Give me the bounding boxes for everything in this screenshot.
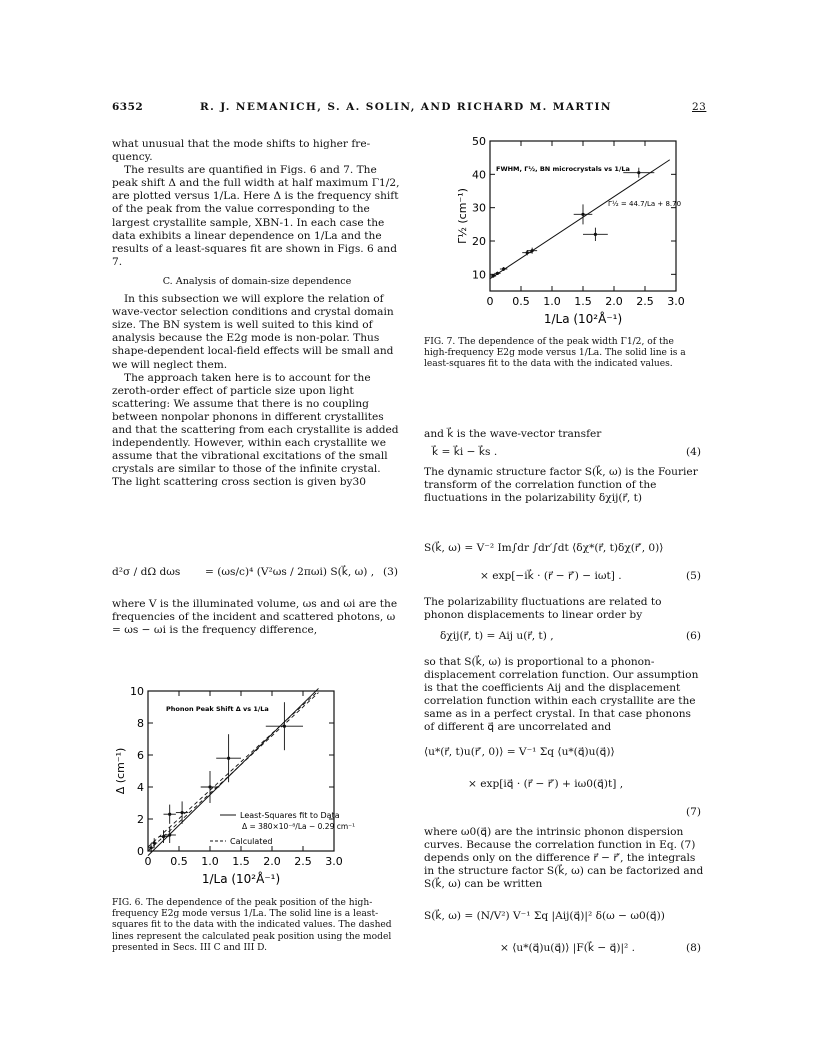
- legend-label: Calculated: [230, 837, 273, 846]
- figure-6-chart: [112, 683, 364, 895]
- data-point: [594, 233, 597, 236]
- data-point: [637, 171, 640, 174]
- volume-number: 23: [692, 101, 707, 113]
- x-tick-label: 2.5: [294, 855, 312, 868]
- paragraph: what unusual that the mode shifts to higher fre-quency.: [112, 138, 371, 164]
- data-point: [526, 251, 529, 254]
- data-point: [153, 841, 156, 844]
- equation-number: (7): [686, 806, 702, 818]
- paragraph: The polarizability fluctuations are related to phonon displacements to linear order by: [424, 596, 662, 622]
- legend-label: Least-Squares fit to Data: [240, 811, 340, 820]
- x-tick-label: 2.5: [636, 295, 654, 308]
- x-tick-label: 0.5: [512, 295, 530, 308]
- y-axis-label: Δ (cm⁻¹): [114, 747, 127, 795]
- fit-equation-label: Γ½ = 44.7/La + 8.70: [608, 200, 682, 208]
- data-point: [227, 757, 230, 760]
- x-tick-label: 3.0: [667, 295, 685, 308]
- x-axis-label: 1/La (10²Å⁻¹): [201, 872, 281, 886]
- chart-title: Phonon Peak Shift Δ vs 1/La: [166, 705, 269, 713]
- x-tick-label: 0: [486, 295, 494, 308]
- fig7-plot-group: [456, 135, 685, 326]
- paragraph: The approach taken here is to account for the zeroth-order effect of particle size upon light scattering: We assume that there is no coupling between nonpolar phonons in different crystallites and that the scattering from each crystallite is added independently. However, within each crystallite we assume that the vibrational excitations of the small crystals are similar to those of the infinite crystal. The light scattering cross section is given by30: [112, 371, 399, 489]
- equation-3-rhs: = (ωs/c)⁴ (V²ωs / 2πωi) S(k⃗, ω) ,: [205, 566, 375, 578]
- equation-3-lhs: d²σ / dΩ dωs: [112, 566, 181, 578]
- data-point: [168, 813, 171, 816]
- x-axis-label: 1/La (10²Å⁻¹): [543, 312, 623, 326]
- y-tick-label: 50: [472, 135, 486, 148]
- data-point: [496, 272, 499, 275]
- paragraph: where ω0(q⃗) are the intrinsic phonon dispersion curves. Because the correlation function in Eq. (7) depends only on the difference r⃗ − r⃗′, the integrals in the structure factor S(k⃗, ω) can be factorized and S(k⃗, ω) can be written: [424, 826, 704, 891]
- y-axis-label: Γ½ (cm⁻¹): [456, 188, 469, 244]
- section-heading: C. Analysis of domain-size dependence: [162, 275, 352, 287]
- chart-title: FWHM, Γ½, BN microcrystals vs 1/La: [496, 165, 630, 173]
- paragraph: In this subsection we will explore the relation of wave-vector selection conditions and crystal domain size. The BN system is well suited to this kind of analysis because the E2g mode is non-polar. Thus shape-dependent local-field effects will be small and we will neglect them.: [112, 293, 394, 371]
- equation-number: (4): [686, 446, 702, 458]
- equation-5-line1: S(k⃗, ω) = V⁻² Im∫dr ∫dr′∫dt ⟨δχ*(r⃗, t)δχ(r⃗′, 0)⟩: [424, 542, 664, 554]
- y-tick-label: 40: [472, 168, 486, 182]
- paragraph: so that S(k⃗, ω) is proportional to a phonon-displacement correlation function. Our assumption is that the coefficients Aij and the displacement correlation function within each crystallite are the same as in a perfect crystal. In that case phonons of different q⃗ are uncorrelated and: [424, 656, 699, 734]
- x-tick-label: 1.0: [543, 295, 561, 308]
- data-point: [181, 811, 184, 814]
- data-point: [168, 833, 171, 836]
- equation-number: (3): [383, 566, 399, 578]
- y-tick-label: 4: [137, 781, 144, 794]
- data-point: [492, 274, 495, 277]
- x-tick-label: 0: [144, 855, 152, 868]
- left-column-text: [112, 138, 402, 489]
- y-tick-label: 30: [472, 201, 486, 215]
- figure-7-caption: FIG. 7. The dependence of the peak width Γ1/2, of the high-frequency E2g mode versus 1/La. The solid line is a least-squares fit to the data with the indicated values.: [424, 337, 686, 370]
- data-point: [283, 725, 286, 728]
- x-tick-label: 2.0: [263, 855, 281, 868]
- data-point: [162, 835, 165, 838]
- equation-4: k⃗ = k⃗i − k⃗s .: [432, 446, 498, 458]
- y-tick-label: 0: [137, 845, 144, 858]
- y-tick-label: 20: [472, 235, 486, 248]
- running-head-authors: R. J. NEMANICH, S. A. SOLIN, AND RICHARD M. MARTIN: [200, 101, 612, 113]
- x-tick-label: 1.5: [574, 295, 592, 308]
- paragraph: and k⃗ is the wave-vector transfer: [424, 428, 602, 440]
- paragraph: The dynamic structure factor S(k⃗, ω) is the Fourier transform of the correlation function of the fluctuations in the polarizability δχij(r⃗, t): [424, 466, 698, 505]
- equation-7-line1: ⟨u*(r⃗, t)u(r⃗′, 0)⟩ = V⁻¹ Σq ⟨u*(q⃗)u(q⃗)⟩: [424, 746, 615, 758]
- x-tick-label: 1.0: [201, 855, 219, 868]
- x-tick-label: 0.5: [170, 855, 188, 868]
- fit-line: [490, 160, 670, 279]
- equation-number: (5): [686, 570, 702, 582]
- equation-number: (6): [686, 630, 702, 642]
- figure-6-caption: FIG. 6. The dependence of the peak position of the high-frequency E2g mode versus 1/La. The solid line is a least-squares fit to the data with the indicated values. The dashed lines represent the calculated peak position using the model presented in Secs. III C and III D.: [112, 898, 392, 953]
- fig6-plot-group: [114, 685, 355, 886]
- equation-8-line2: × ⟨u*(q⃗)u(q⃗)⟩ |F(k⃗ − q⃗)|² .: [500, 942, 636, 954]
- y-tick-label: 6: [137, 749, 144, 762]
- y-tick-label: 10: [472, 268, 486, 282]
- data-point: [531, 249, 534, 252]
- data-point: [150, 846, 153, 849]
- x-tick-label: 3.0: [325, 855, 343, 868]
- x-tick-label: 1.5: [232, 855, 250, 868]
- paragraph: where V is the illuminated volume, ωs and ωi are the frequencies of the incident and scattered photons, ω = ωs − ωi is the frequency difference,: [112, 598, 398, 637]
- equation-5-line2: × exp[−ik⃗ · (r⃗ − r⃗′) − iωt] .: [480, 570, 622, 582]
- data-point: [502, 267, 505, 270]
- data-point: [208, 785, 211, 788]
- y-tick-label: 8: [137, 717, 144, 730]
- x-tick-label: 2.0: [605, 295, 623, 308]
- equation-8-line1: S(k⃗, ω) = (N/V²) V⁻¹ Σq |Aij(q⃗)|² δ(ω − ω0(q⃗)): [424, 910, 665, 922]
- data-point: [581, 213, 584, 216]
- equation-6: δχij(r⃗, t) = Aij u(r⃗, t) ,: [440, 630, 554, 642]
- y-tick-label: 2: [137, 813, 144, 826]
- equation-number: (8): [686, 942, 702, 954]
- figure-7-chart: [418, 133, 688, 333]
- page-number: 6352: [112, 101, 144, 113]
- y-tick-label: 10: [130, 685, 144, 698]
- paragraph: The results are quantified in Figs. 6 and 7. The peak shift Δ and the full width at half maximum Γ1/2, are plotted versus 1/La. Here Δ is the frequency shift of the peak from the value corresponding to the largest crystallite sample, XBN-1. In each case the data exhibits a linear dependence on 1/La and the results of a least-squares fit are shown in Figs. 6 and 7.: [112, 164, 400, 268]
- equation-7-line2: × exp[iq⃗ · (r⃗ − r⃗′) + iω0(q⃗)t] ,: [468, 778, 624, 790]
- fit-equation-label: Δ = 380×10⁻⁸/La − 0.29 cm⁻¹: [242, 822, 356, 831]
